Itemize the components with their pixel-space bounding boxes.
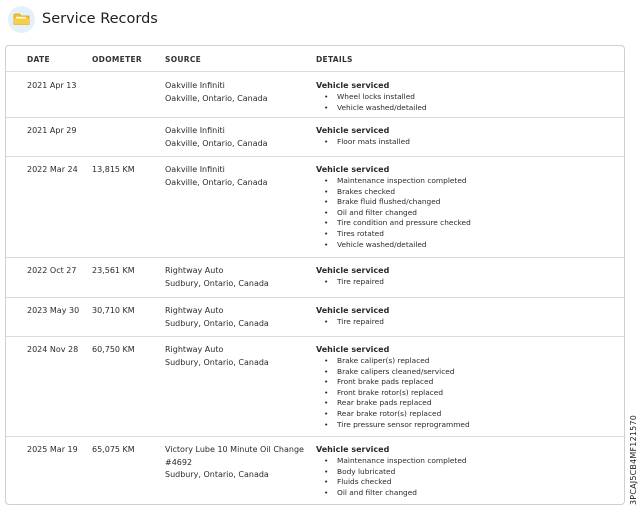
record-odometer: 30,710 KM bbox=[92, 306, 135, 315]
details-title: Vehicle serviced bbox=[316, 126, 390, 135]
record-source bbox=[165, 80, 310, 105]
record-date: 2021 Apr 29 bbox=[27, 126, 77, 135]
table-row bbox=[6, 297, 624, 337]
record-source bbox=[165, 344, 310, 369]
source-line: Rightway Auto bbox=[165, 266, 224, 275]
details-item: • Maintenance inspection completed bbox=[316, 456, 606, 467]
details-item: • Wheel locks installed bbox=[316, 92, 606, 103]
record-details bbox=[316, 265, 606, 288]
record-source bbox=[165, 444, 310, 482]
details-item: • Floor mats installed bbox=[316, 137, 606, 148]
record-details bbox=[316, 164, 606, 250]
details-list bbox=[316, 356, 606, 430]
source-line: Oakville Infiniti bbox=[165, 126, 225, 135]
record-odometer: 60,750 KM bbox=[92, 345, 135, 354]
record-source bbox=[165, 125, 310, 150]
source-line: Rightway Auto bbox=[165, 345, 224, 354]
details-item: • Tire condition and pressure checked bbox=[316, 218, 606, 229]
header-date: DATE bbox=[27, 55, 50, 64]
details-list bbox=[316, 277, 606, 288]
source-line: Sudbury, Ontario, Canada bbox=[165, 278, 269, 288]
details-title: Vehicle serviced bbox=[316, 445, 390, 454]
record-date: 2022 Oct 27 bbox=[27, 266, 77, 275]
details-item: • Tire repaired bbox=[316, 317, 606, 328]
table-header bbox=[6, 46, 624, 72]
details-item: • Oil and filter changed bbox=[316, 488, 606, 499]
record-details bbox=[316, 305, 606, 328]
details-list bbox=[316, 317, 606, 328]
record-details bbox=[316, 344, 606, 430]
source-line: Victory Lube 10 Minute Oil Change bbox=[165, 445, 304, 454]
table-row bbox=[6, 117, 624, 157]
source-line: Oakville, Ontario, Canada bbox=[165, 93, 268, 103]
record-odometer: 23,561 KM bbox=[92, 266, 135, 275]
details-item: • Vehicle washed/detailed bbox=[316, 240, 606, 251]
details-item: • Rear brake rotor(s) replaced bbox=[316, 409, 606, 420]
details-item: • Fluids checked bbox=[316, 477, 606, 488]
service-records-table bbox=[5, 45, 625, 505]
record-source bbox=[165, 305, 310, 330]
source-line: Oakville Infiniti bbox=[165, 165, 225, 174]
record-date: 2022 Mar 24 bbox=[27, 165, 78, 174]
details-list bbox=[316, 456, 606, 498]
details-item: • Oil and filter changed bbox=[316, 208, 606, 219]
source-line: #4692 bbox=[165, 457, 193, 467]
record-details bbox=[316, 80, 606, 113]
record-date: 2023 May 30 bbox=[27, 306, 80, 315]
table-row bbox=[6, 156, 624, 258]
details-title: Vehicle serviced bbox=[316, 345, 390, 354]
source-line: Rightway Auto bbox=[165, 306, 224, 315]
details-title: Vehicle serviced bbox=[316, 266, 390, 275]
table-row bbox=[6, 336, 624, 437]
details-list bbox=[316, 176, 606, 250]
details-title: Vehicle serviced bbox=[316, 165, 390, 174]
details-item: • Rear brake pads replaced bbox=[316, 398, 606, 409]
details-item: • Tire repaired bbox=[316, 277, 606, 288]
details-item: • Tire pressure sensor reprogrammed bbox=[316, 420, 606, 431]
vin-label: 3PCAJ5CB4MF121570 bbox=[629, 414, 638, 505]
table-row bbox=[6, 72, 624, 118]
header-details: DETAILS bbox=[316, 55, 353, 64]
record-date: 2021 Apr 13 bbox=[27, 81, 77, 90]
source-line: Sudbury, Ontario, Canada bbox=[165, 318, 269, 328]
details-list bbox=[316, 92, 606, 113]
details-item: • Front brake rotor(s) replaced bbox=[316, 388, 606, 399]
table-row bbox=[6, 436, 624, 506]
record-date: 2025 Mar 19 bbox=[27, 445, 78, 454]
record-details bbox=[316, 444, 606, 498]
header-source: SOURCE bbox=[165, 55, 202, 64]
details-item: • Brake calipers cleaned/serviced bbox=[316, 367, 606, 378]
record-source bbox=[165, 265, 310, 290]
table-row bbox=[6, 257, 624, 298]
record-source bbox=[165, 164, 310, 189]
source-line: Sudbury, Ontario, Canada bbox=[165, 357, 269, 367]
page-header bbox=[8, 4, 158, 34]
details-item: • Vehicle washed/detailed bbox=[316, 103, 606, 114]
record-details bbox=[316, 125, 606, 148]
source-line: Oakville, Ontario, Canada bbox=[165, 177, 268, 187]
details-title: Vehicle serviced bbox=[316, 306, 390, 315]
source-line: Oakville Infiniti bbox=[165, 81, 225, 90]
page-title: Service Records bbox=[42, 11, 158, 27]
details-item: • Front brake pads replaced bbox=[316, 377, 606, 388]
details-item: • Brakes checked bbox=[316, 187, 606, 198]
details-list bbox=[316, 137, 606, 148]
details-item: • Brake fluid flushed/changed bbox=[316, 197, 606, 208]
source-line: Sudbury, Ontario, Canada bbox=[165, 470, 269, 479]
record-odometer: 13,815 KM bbox=[92, 165, 135, 174]
details-item: • Brake caliper(s) replaced bbox=[316, 356, 606, 367]
details-item: • Tires rotated bbox=[316, 229, 606, 240]
details-item: • Maintenance inspection completed bbox=[316, 176, 606, 187]
header-odometer: ODOMETER bbox=[92, 55, 142, 64]
details-item: • Body lubricated bbox=[316, 467, 606, 478]
record-date: 2024 Nov 28 bbox=[27, 345, 79, 354]
source-line: Oakville, Ontario, Canada bbox=[165, 138, 268, 148]
details-title: Vehicle serviced bbox=[316, 81, 390, 90]
record-odometer: 65,075 KM bbox=[92, 445, 135, 454]
folder-icon bbox=[8, 6, 35, 33]
